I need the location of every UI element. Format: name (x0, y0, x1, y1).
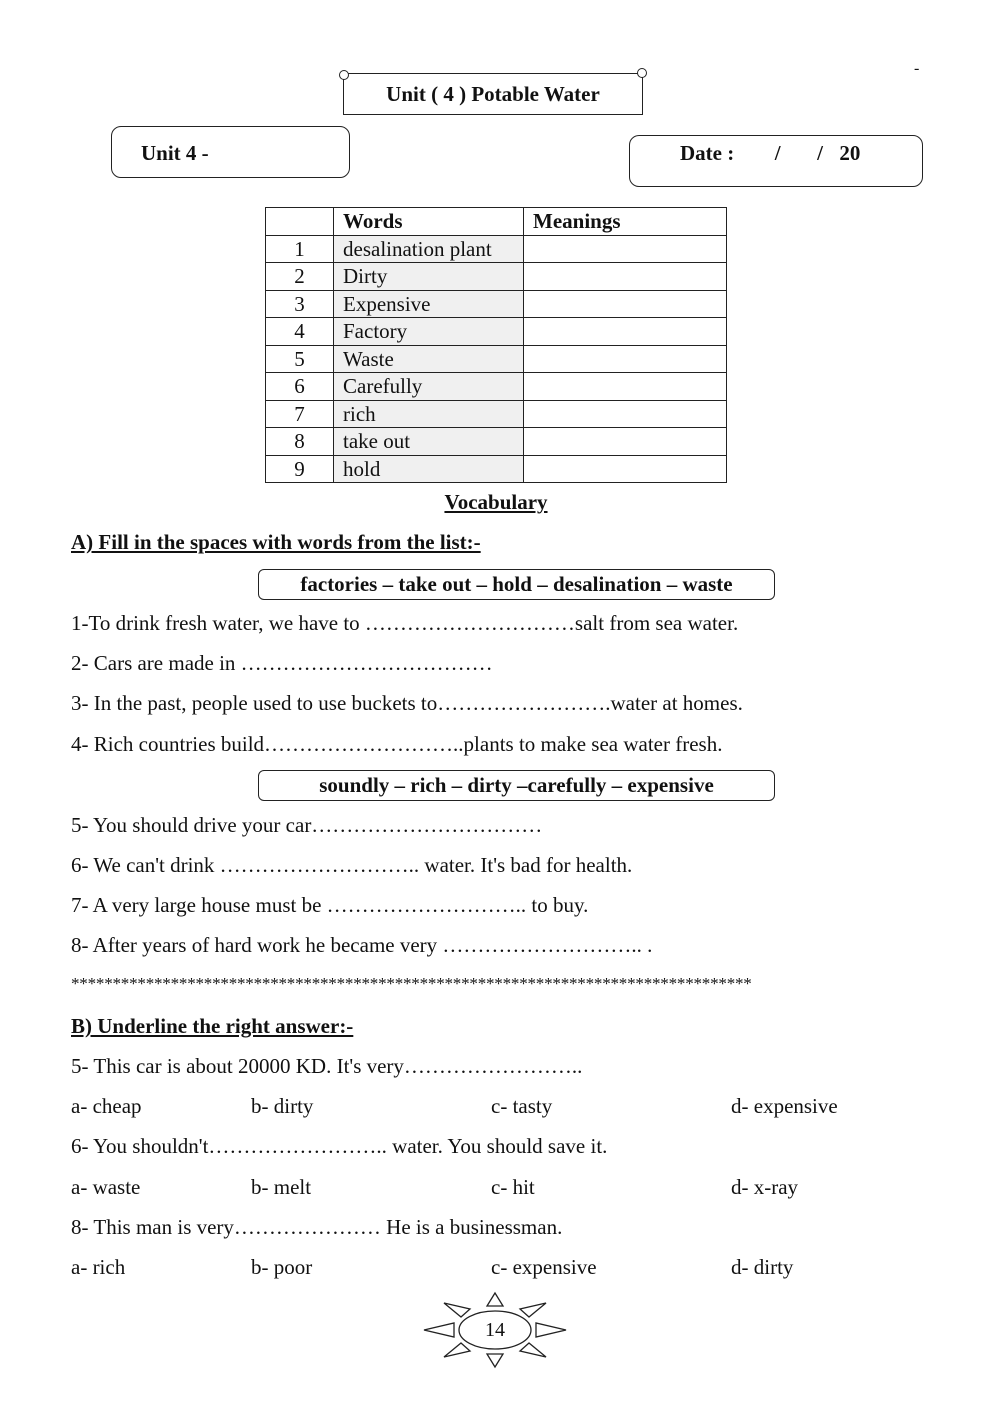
table-header-row (266, 208, 727, 236)
meaning-cell (524, 400, 727, 428)
meaning-cell (524, 263, 727, 291)
fill-in-line: 7- A very large house must be ……………………….. to buy. (71, 893, 589, 917)
date-year: 20 (839, 141, 861, 165)
column-header: Meanings (524, 208, 727, 236)
fill-in-line: 5- You should drive your car…………………………… (71, 813, 543, 837)
page-title: Unit ( 4 ) Potable Water (386, 81, 600, 106)
words-table (265, 207, 727, 483)
fill-in-line: 2- Cars are made in ……………………………… (71, 651, 493, 675)
meaning-cell (524, 428, 727, 456)
table-row (266, 318, 727, 346)
row-number: 2 (266, 263, 334, 291)
section-b-title: B) Underline the right answer:- (71, 1014, 354, 1038)
corner-mark: - (914, 60, 920, 77)
word-list-box (258, 770, 775, 801)
answer-option[interactable]: b- melt (251, 1175, 312, 1199)
meaning-cell (524, 235, 727, 263)
answer-option[interactable]: d- dirty (731, 1255, 794, 1279)
meaning-cell (524, 455, 727, 483)
row-number: 4 (266, 318, 334, 346)
meaning-cell (524, 290, 727, 318)
vocabulary-heading: Vocabulary (444, 490, 548, 514)
column-header: Words (334, 208, 524, 236)
answer-option[interactable]: a- rich (71, 1255, 126, 1279)
column-header (266, 208, 334, 236)
word-cell: Expensive (334, 290, 524, 318)
date-separator: / (774, 141, 781, 165)
table-row (266, 428, 727, 456)
table-row (266, 455, 727, 483)
date-label: Date : (680, 141, 735, 165)
answer-option[interactable]: b- dirty (251, 1094, 314, 1118)
answer-option[interactable]: c- tasty (491, 1094, 553, 1118)
table-row (266, 373, 727, 401)
date-separator: / (817, 141, 823, 165)
table-row (266, 400, 727, 428)
fill-in-line: 8- After years of hard work he became very ……………………….. . (71, 933, 653, 957)
row-number: 1 (266, 235, 334, 263)
meaning-cell (524, 373, 727, 401)
page-number: 14 (485, 1318, 505, 1341)
table-row (266, 263, 727, 291)
row-number: 5 (266, 345, 334, 373)
answer-option[interactable]: c- hit (491, 1175, 535, 1199)
word-cell: Carefully (334, 373, 524, 401)
row-number: 8 (266, 428, 334, 456)
unit-label: Unit 4 - (141, 141, 209, 165)
row-number: 9 (266, 455, 334, 483)
answer-option[interactable]: c- expensive (491, 1255, 597, 1279)
answer-option[interactable]: d- x-ray (731, 1175, 799, 1199)
word-list-box (258, 569, 775, 600)
table-row (266, 290, 727, 318)
word-cell: Factory (334, 318, 524, 346)
table-row (266, 235, 727, 263)
word-cell: desalination plant (334, 235, 524, 263)
meaning-cell (524, 345, 727, 373)
question-text: 5- This car is about 20000 KD. It's very…………………….. (71, 1054, 583, 1078)
word-cell: hold (334, 455, 524, 483)
word-list: soundly – rich – dirty –carefully – expensive (319, 773, 714, 797)
row-number: 3 (266, 290, 334, 318)
word-cell: Dirty (334, 263, 524, 291)
row-number: 6 (266, 373, 334, 401)
question-text: 6- You shouldn't…………………….. water. You should save it. (71, 1134, 608, 1158)
fill-in-line: 4- Rich countries build………………………..plants to make sea water fresh. (71, 732, 723, 756)
question-text: 8- This man is very………………… He is a businessman. (71, 1215, 563, 1239)
separator-line: ********************************************************************************** (71, 974, 752, 993)
page-number-badge (420, 1290, 570, 1370)
word-cell: rich (334, 400, 524, 428)
answer-option[interactable]: b- poor (251, 1255, 313, 1279)
date-box (629, 135, 923, 187)
fill-in-line: 1-To drink fresh water, we have to …………………………salt from sea water. (71, 611, 739, 635)
word-cell: take out (334, 428, 524, 456)
answer-option[interactable]: d- expensive (731, 1094, 838, 1118)
answer-option[interactable]: a- cheap (71, 1094, 142, 1118)
word-list: factories – take out – hold – desalination – waste (300, 572, 733, 596)
meaning-cell (524, 318, 727, 346)
page-title-banner (343, 73, 643, 115)
table-row (266, 345, 727, 373)
unit-box (111, 126, 350, 178)
section-a-title: A) Fill in the spaces with words from the list:- (71, 530, 481, 554)
row-number: 7 (266, 400, 334, 428)
word-cell: Waste (334, 345, 524, 373)
fill-in-line: 3- In the past, people used to use buckets to…………………….water at homes. (71, 691, 743, 715)
answer-option[interactable]: a- waste (71, 1175, 141, 1199)
fill-in-line: 6- We can't drink ……………………….. water. It's bad for health. (71, 853, 633, 877)
